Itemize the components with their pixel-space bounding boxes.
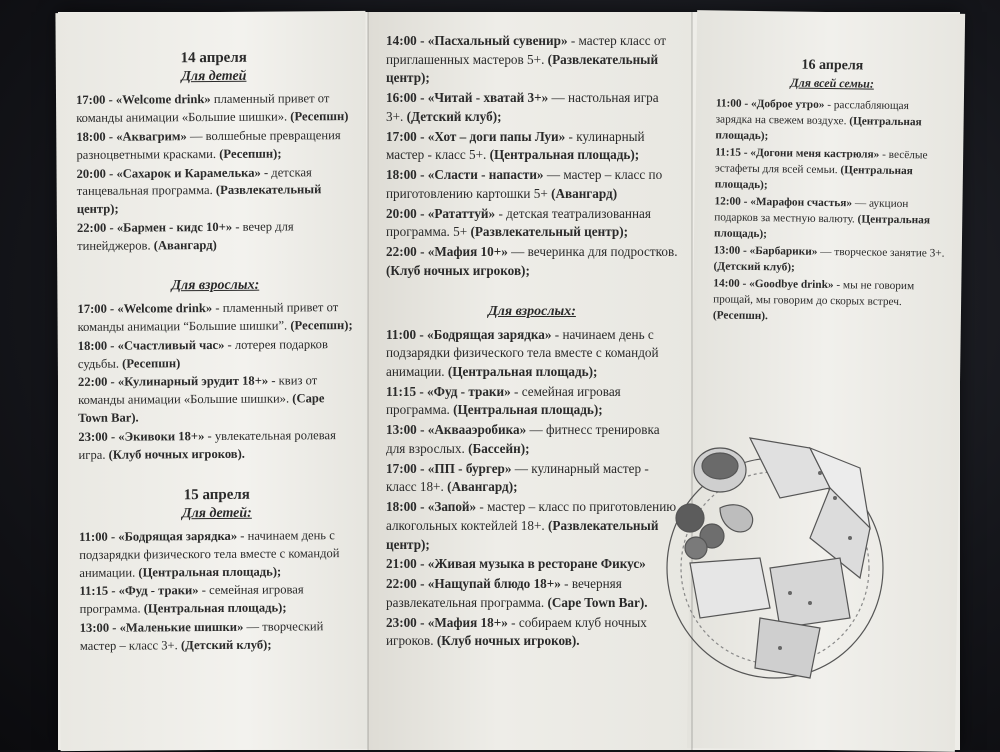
event-time: 14:00 - <box>386 33 428 48</box>
event-location: (Ресепшн). <box>712 309 768 323</box>
event-location: (Центральная площадь); <box>453 402 603 418</box>
event-item <box>386 205 678 242</box>
event-item <box>713 243 945 278</box>
event-location: (Развлекательный центр); <box>386 51 659 86</box>
event-item <box>79 581 355 619</box>
event-location: (Детский клуб); <box>406 108 502 124</box>
event-time: 13:00 - <box>386 422 428 438</box>
event-location: (Авангард) <box>153 237 217 253</box>
event-description: - пламенный привет от команды анимации “Большие шишки”. <box>77 299 339 334</box>
event-item <box>715 145 948 196</box>
event-item <box>386 89 678 126</box>
event-description: - вечер для тинейджеров. <box>77 219 294 253</box>
event-item <box>386 555 678 574</box>
event-item <box>714 194 947 245</box>
event-description: пламенный привет от команды анимации «Большие шишки». <box>76 91 330 125</box>
event-description: — вечеринка для подростков. <box>511 244 678 260</box>
event-location: (Центральная площадь); <box>713 213 931 241</box>
audience-heading-family: Для всей семьи: <box>790 75 874 91</box>
event-item <box>77 299 353 337</box>
event-description: - мастер – класс по приготовлению алкогольных коктейлей 18+. <box>386 499 677 533</box>
event-location: (Ресепшн) <box>122 355 181 371</box>
event-time: 22:00 - <box>386 576 428 592</box>
event-item <box>76 90 352 128</box>
event-item <box>79 527 355 583</box>
event-description: - увлекательная ролевая игра. <box>78 428 336 462</box>
event-location: (Центральная площадь); <box>138 564 282 580</box>
event-item <box>78 427 354 465</box>
event-location: (Центральная площадь); <box>447 364 598 380</box>
event-name: «Аквааэробика» <box>427 422 530 438</box>
event-time: 12:00 - <box>714 195 751 209</box>
event-name: «Сахарок и Карамелька» <box>116 165 264 181</box>
day-heading-16: 16 апреля <box>801 57 864 74</box>
event-item <box>386 166 678 203</box>
day-heading-14: 14 апреля <box>180 49 247 67</box>
event-description: — мастер – класс по приготовлению картошки 5+ <box>386 167 663 201</box>
event-item <box>386 128 678 165</box>
event-name: «Счастливый час» <box>117 337 228 353</box>
event-time: 18:00 - <box>386 499 428 515</box>
event-item <box>77 218 353 256</box>
event-name: «Welcome drink» <box>115 91 214 107</box>
event-description: - расслабляющая зарядка на свежем воздухе. <box>715 98 909 128</box>
event-time: 17:00 - <box>386 128 428 144</box>
event-name: «Живая музыка в ресторане Фикус» <box>427 556 646 572</box>
event-name: «ПП - бургер» <box>427 460 515 476</box>
event-description: - семейная игровая программа. <box>386 383 621 418</box>
event-name: «Барбарики» <box>749 245 821 259</box>
event-description: — творческое занятие 3+. <box>820 246 945 260</box>
event-name: «Пасхальный сувенир» <box>427 33 571 48</box>
event-item <box>386 383 678 420</box>
event-name: «Бармен - кидс 10+» <box>116 219 236 235</box>
event-location: (Центральная площадь); <box>714 164 913 192</box>
panel-left <box>55 11 370 751</box>
event-name: «Доброе утро» <box>750 97 828 111</box>
event-location: (Развлекательный центр); <box>76 182 322 217</box>
event-time: 23:00 - <box>78 429 119 444</box>
event-time: 17:00 - <box>77 301 118 316</box>
event-name: «Бодрящая зарядка» <box>427 326 555 342</box>
event-location: (Развлекательный центр); <box>470 224 628 240</box>
event-time: 18:00 - <box>386 167 428 183</box>
event-time: 18:00 - <box>77 338 118 353</box>
event-description: - детская танцевальная программа. <box>76 164 312 199</box>
panel-middle <box>368 12 692 750</box>
event-time: 20:00 - <box>386 205 428 221</box>
event-description: - весёлые эстафеты для всей семьи. <box>714 148 928 177</box>
event-location: (Развлекательный центр); <box>386 517 659 552</box>
audience-heading-adults: Для взрослых: <box>171 277 260 294</box>
event-name: «Фуд - траки» <box>427 383 515 399</box>
event-description: - семейная игровая программа. <box>79 582 304 617</box>
event-name: «Марафон счастья» <box>750 196 855 210</box>
event-time: 11:00 - <box>715 97 752 110</box>
event-location: (Авангард) <box>551 185 618 201</box>
event-time: 21:00 - <box>386 556 428 572</box>
event-location: (Cape Town Bar). <box>78 391 325 426</box>
event-name: «Мафия 10+» <box>427 244 512 260</box>
event-name: «Рататтуй» <box>427 205 499 221</box>
event-name: «Фуд - траки» <box>118 583 202 599</box>
event-name: «Welcome drink» <box>117 300 216 316</box>
event-description: — творческий мастер – класс 3+. <box>79 619 324 653</box>
event-list-adults-14 <box>77 299 354 465</box>
event-list-family-16 <box>713 95 948 327</box>
event-location: (Центральная площадь); <box>143 600 287 616</box>
event-item <box>386 326 678 382</box>
event-name: «Бодрящая зарядка» <box>118 528 241 544</box>
food-platter-illustration <box>660 418 890 708</box>
event-description: - мастер класс от приглашенных мастеров 5+. <box>386 33 667 67</box>
audience-heading-kids: Для детей <box>181 68 247 85</box>
event-description: - лотерея подарков судьбы. <box>77 336 328 371</box>
audience-heading-adults-15: Для взрослых: <box>488 303 576 319</box>
event-name: «Хот – доги папы Луи» <box>427 128 569 144</box>
event-description: - начинаем день с подзарядки физического тела вместе с командой анимации. <box>386 326 659 380</box>
event-description: - детская театрализованная программа. 5+ <box>386 205 651 240</box>
event-location: (Клуб ночных игроков). <box>436 633 580 649</box>
event-name: «Goodbye drink» <box>749 278 837 292</box>
event-item <box>386 460 678 497</box>
event-time: 22:00 - <box>77 375 118 390</box>
event-description: — настольная игра 3+. <box>386 90 659 124</box>
event-time: 18:00 - <box>76 129 117 144</box>
event-description: - собираем клуб ночных игроков. <box>386 614 647 649</box>
event-time: 20:00 - <box>76 166 117 181</box>
event-time: 22:00 - <box>76 220 117 236</box>
event-item <box>76 164 352 220</box>
event-time: 11:15 - <box>715 146 751 160</box>
event-location: (Авангард); <box>447 479 518 495</box>
event-list-kids-14 <box>76 90 353 256</box>
event-description: - мы не говорим прощай, мы говорим до скорых встреч. <box>713 279 915 309</box>
event-description: - квиз от команды анимации «Большие шишки». <box>78 373 318 408</box>
event-item <box>386 421 678 458</box>
event-description: — кулинарный мастер - класс 18+. <box>386 460 649 495</box>
event-location: (Клуб ночных игроков). <box>108 446 245 462</box>
event-item <box>386 498 678 554</box>
event-item <box>78 336 354 374</box>
event-time: 17:00 - <box>75 92 116 107</box>
event-item <box>386 32 678 88</box>
event-item <box>386 243 678 280</box>
event-time: 13:00 - <box>713 244 750 258</box>
event-name: «Читай - хватай 3+» <box>427 90 552 106</box>
event-location: (Бассейн); <box>468 440 530 456</box>
event-time: 14:00 - <box>713 277 750 291</box>
event-location: (Центральная площадь); <box>715 115 922 143</box>
audience-heading-kids-15: Для детей: <box>181 505 252 521</box>
event-location: (Детский клуб); <box>180 637 272 653</box>
event-time: 16:00 - <box>386 90 428 106</box>
event-time: 17:00 - <box>386 460 428 476</box>
event-location: (Ресепшн); <box>290 317 353 333</box>
event-item <box>386 575 678 612</box>
event-location: (Центральная площадь); <box>489 147 640 163</box>
event-description: — фитнесс тренировка для взрослых. <box>386 422 660 456</box>
event-item <box>713 276 946 327</box>
event-description: — волшебные превращения разноцветными красками. <box>76 127 341 162</box>
event-time: 13:00 - <box>79 620 120 636</box>
event-location: (Ресепшн) <box>290 108 349 124</box>
event-name: «Нащупай блюдо 18+» <box>427 576 565 592</box>
event-time: 11:15 - <box>386 383 428 399</box>
event-item <box>76 127 352 165</box>
event-list-adults-15 <box>386 326 678 651</box>
event-item <box>80 618 356 656</box>
event-item <box>386 614 678 651</box>
event-description: - начинаем день с подзарядки физического тела вместе с командой анимации. <box>79 527 340 580</box>
event-time: 11:00 - <box>79 529 119 544</box>
event-name: «Догони меня кастрюля» <box>750 147 883 161</box>
event-name: «Экивоки 18+» <box>118 429 208 444</box>
event-description: — аукцион подарков за местную валюту. <box>714 197 909 226</box>
event-time: 11:15 - <box>79 584 119 599</box>
event-description: - вечерняя развлекательная программа. <box>386 576 622 610</box>
event-list-kids-15-cont <box>386 32 678 281</box>
event-location: (Cape Town Bar). <box>547 594 648 610</box>
event-time: 23:00 - <box>386 614 428 630</box>
event-name: «Запой» <box>427 499 480 515</box>
event-name: «Мафия 18+» <box>427 614 512 630</box>
event-item <box>78 372 354 428</box>
event-time: 22:00 - <box>386 244 428 260</box>
event-item <box>715 95 948 146</box>
event-location: (Клуб ночных игроков); <box>386 262 530 278</box>
event-name: «Маленькие шишки» <box>119 619 247 635</box>
event-name: «Сласти - напасти» <box>427 167 547 183</box>
event-time: 11:00 - <box>386 326 428 342</box>
event-list-kids-15 <box>79 527 356 656</box>
event-name: «Аквагрим» <box>116 128 190 144</box>
event-location: (Ресепшн); <box>219 146 282 161</box>
day-heading-15: 15 апреля <box>183 486 250 503</box>
event-location: (Детский клуб); <box>713 260 795 274</box>
event-name: «Кулинарный эрудит 18+» <box>117 373 272 390</box>
event-description: - кулинарный мастер - класс 5+. <box>386 128 645 163</box>
